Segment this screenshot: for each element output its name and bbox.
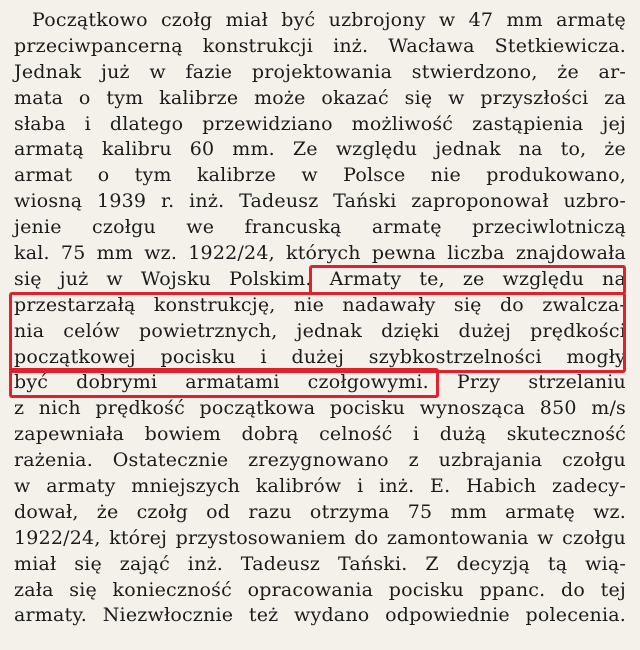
text-line: w armaty mniejszych kalibrów i inż. E. Habich zadecy- — [14, 475, 626, 498]
text-line: nia celów powietrznych, jednak dzięki dużej prędkości — [14, 319, 626, 342]
text-line: armatą kalibru 60 mm. Ze względu jednak na to, że — [14, 138, 626, 161]
text-line: Jednak już w fazie projektowania stwierdzono, że ar- — [14, 60, 626, 83]
text-line: armat o tym kalibrze w Polsce nie produkowano, — [14, 164, 626, 187]
text-line: mata o tym kalibrze może okazać się w przyszłości za — [14, 86, 626, 109]
text-line: kal. 75 mm wz. 1922/24, których pewna liczba znajdowała — [14, 242, 626, 265]
text-line: 1922/24, której przystosowaniem do zamontowania w czołgu — [14, 526, 626, 549]
text-line: miał się zająć inż. Tadeusz Tański. Z decyzją tą wią- — [14, 552, 626, 575]
text-line: przestarzałą konstrukcję, nie nadawały się do zwalcza- — [14, 293, 626, 316]
text-line: rażenia. Ostatecznie zrezygnowano z uzbrajania czołgu — [14, 449, 626, 472]
text-line: jenie czołgu we francuską armatę przeciwlotniczą — [14, 216, 626, 239]
text-line: dował, że czołg od razu otrzyma 75 mm armatę wz. — [14, 500, 626, 523]
text-line: wiosną 1939 r. inż. Tadeusz Tański zaproponował uzbro- — [14, 190, 626, 213]
text-line: się już w Wojsku Polskim. Armaty te, ze względu na — [14, 267, 626, 290]
text-line: słaba i dlatego przewidziano możliwość zastąpienia jej — [14, 112, 626, 135]
text-line: zała się konieczność opracowania pocisku ppanc. do tej — [14, 578, 626, 601]
text-line: być dobrymi armatami czołgowymi. Przy strzelaniu — [14, 371, 626, 394]
article-paragraph — [14, 8, 626, 629]
text-line: przeciwpancerną konstrukcji inż. Wacława Stetkiewicza. — [14, 34, 626, 57]
text-line: zapewniała bowiem dobrą celność i dużą skuteczność — [14, 423, 626, 446]
text-line: armaty. Niezwłocznie też wydano odpowiednie polecenia. — [14, 604, 626, 627]
text-line: początkowej pocisku i dużej szybkostrzelności mogły — [14, 345, 626, 368]
text-line: Początkowo czołg miał być uzbrojony w 47 mm armatę — [32, 9, 626, 31]
text-line: z nich prędkość początkowa pocisku wynosząca 850 m/s — [14, 397, 626, 420]
